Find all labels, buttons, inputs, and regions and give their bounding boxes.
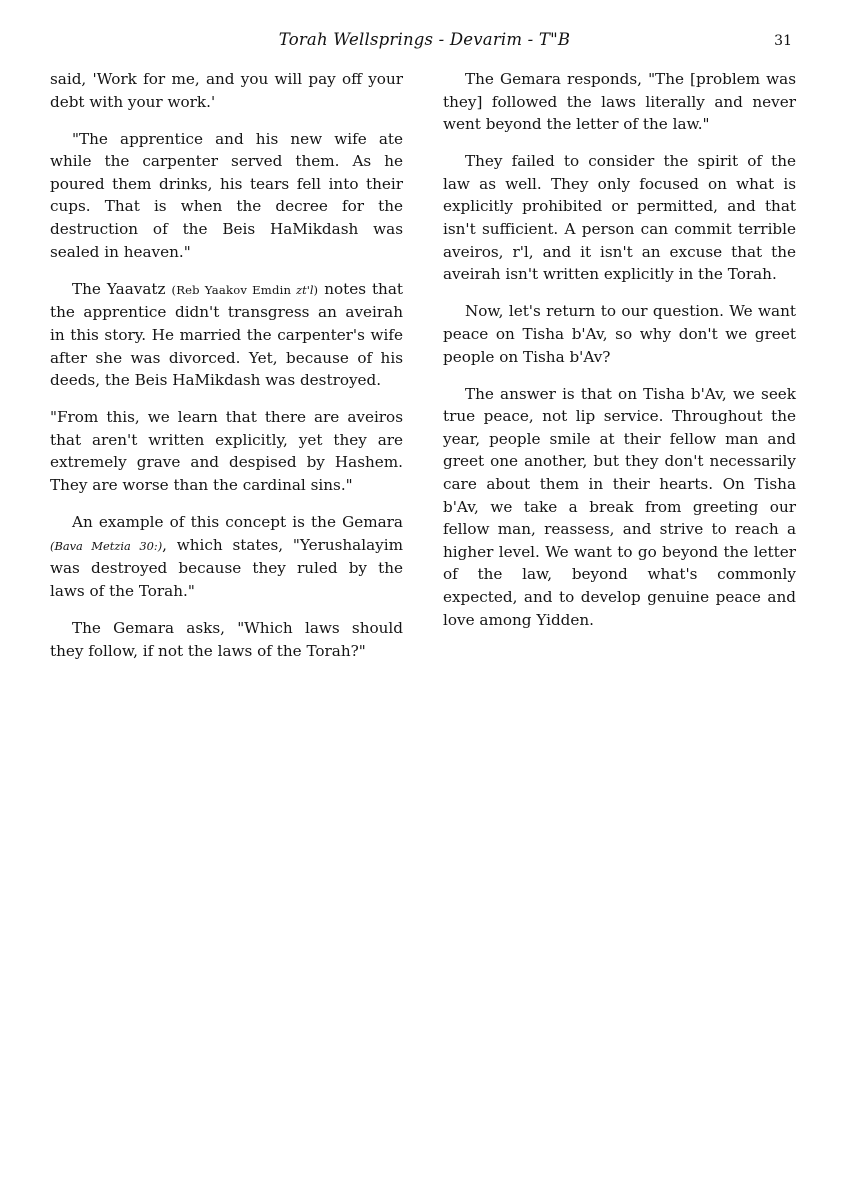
right-column: [443, 68, 796, 646]
paragraph: The answer is that on Tisha b'Av, we seek true peace, not lip service. Throughout the year, people smile at their fellow man and greet one another, but they don't necessarily care about them in their hearts. On Tisha b'Av, we take a break from greeting our fellow man, reassess, and strive to reach a higher level. We want to go beyond the letter of the law, beyond what's commonly expected, and to develop genuine peace and love among Yidden.: [443, 384, 796, 629]
book-title: Torah Wellsprings - Devarim - T"B: [278, 30, 571, 49]
paragraph-lead-text: An example of this concept is the Gemara: [72, 513, 403, 532]
citation-source: (Bava Metzia 30:): [50, 538, 163, 553]
page-number: 31: [774, 33, 792, 49]
paragraph: Now, let's return to our question. We want peace on Tisha b'Av, so why don't we greet people on Tisha b'Av?: [443, 302, 796, 366]
paragraph: "From this, we learn that there are aveiros that aren't written explicitly, yet they are extremely grave and despised by Hashem. They are worse than the cardinal sins.": [50, 408, 403, 494]
paragraph: "The apprentice and his new wife ate while the carpenter served them. As he poured them drinks, his tears fell into their cups. That is when the decree for the destruction of the Beis HaMikdash was sealed in heaven.": [50, 129, 403, 261]
citation-source: (Reb Yaakov Emdin: [171, 282, 297, 297]
left-column: [50, 68, 403, 677]
paragraph: The Gemara asks, "Which laws should they follow, if not the laws of the Torah?": [50, 618, 403, 660]
paragraph-lead-text: The Yaavatz: [72, 279, 172, 298]
paragraph-gemara-example: [50, 511, 403, 602]
paragraph: said, 'Work for me, and you will pay off your debt with your work.': [50, 70, 403, 111]
running-head: [0, 30, 849, 52]
paragraph-body-text: , which states, "Yerushalayim was destroyed because they ruled by the laws of the Torah.": [50, 535, 403, 600]
paragraph: The Gemara responds, "The [problem was they] followed the laws literally and never went beyond the letter of the law.": [443, 70, 796, 134]
paragraph: They failed to consider the spirit of the law as well. They only focused on what is explicitly prohibited or permitted, and that isn't sufficient. A person can commit terrible aveiros, r'l, and it isn't an excuse that the aveirah isn't written explicitly in the Torah.: [443, 152, 796, 284]
paragraph-yaavatz: [50, 278, 403, 392]
citation-source-close: ): [313, 282, 319, 297]
citation-source-italic: zt'l: [296, 282, 314, 297]
paragraph-body-text: notes that the apprentice didn't transgress an aveirah in this story. He married the carpenter's wife after she was divorced. Yet, because of his deeds, the Beis HaMikdash was destroyed.: [50, 279, 403, 390]
